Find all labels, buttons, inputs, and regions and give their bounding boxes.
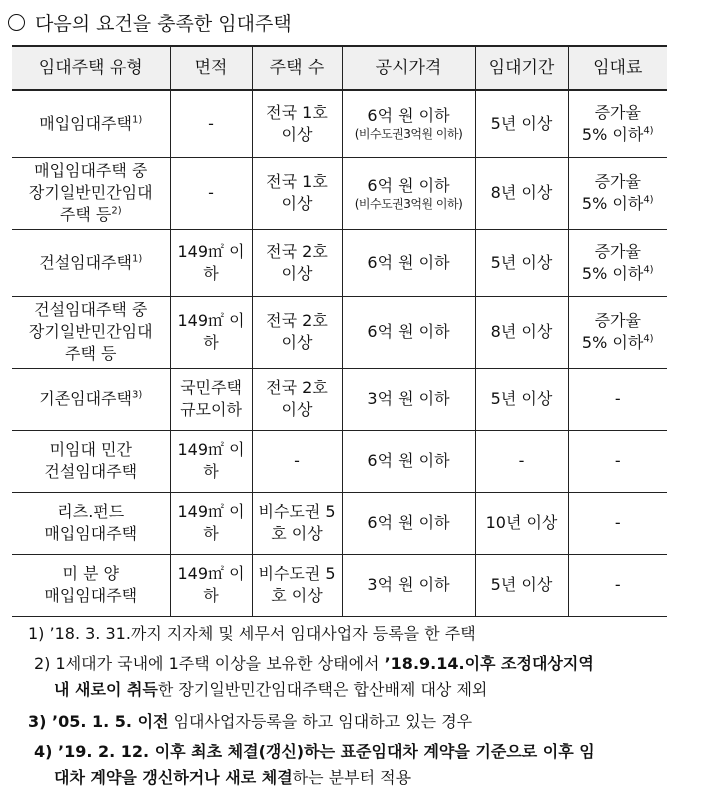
cell-price	[342, 157, 475, 229]
cell-type-line: 장기일반민간임대	[28, 322, 153, 341]
cell-rent-line: 5% 이하	[581, 194, 644, 213]
cell-type-line: 주택 등	[65, 344, 117, 363]
header-period: 임대기간	[475, 46, 568, 90]
table-row	[12, 368, 667, 430]
cell-area	[170, 554, 252, 616]
cell-area-line: 하	[203, 586, 219, 605]
cell-type-line: 매입임대주택	[44, 586, 138, 605]
footnote-bold-text: ’18.9.14.이후 조정대상지역	[384, 654, 594, 673]
cell-area-line: 149㎡ 이	[177, 564, 245, 583]
footnote-bold-text: 3) ’05. 1. 5. 이전	[28, 712, 169, 731]
cell-rent	[568, 492, 667, 554]
cell-period	[475, 296, 568, 368]
bullet-circle-icon	[8, 14, 25, 31]
section-heading	[8, 8, 292, 36]
cell-count	[252, 90, 342, 157]
footnote-text: 한 장기일반민간임대주택은 합산배제 대상 제외	[157, 680, 488, 699]
cell-type-line: 건설임대주택	[44, 462, 138, 481]
footnote-line	[28, 622, 476, 646]
footnote-line	[54, 678, 487, 702]
table-row	[12, 157, 667, 229]
cell-period	[475, 90, 568, 157]
cell-type	[12, 492, 170, 554]
table-header-row	[12, 46, 667, 90]
price-subnote: (비수도권3억원 이하)	[354, 127, 463, 142]
footnote-marker: 4)	[643, 333, 654, 345]
cell-rent	[568, 368, 667, 430]
cell-area-line: 하	[203, 263, 219, 283]
footnote-marker: 1)	[131, 253, 143, 265]
header-count: 주택 수	[252, 46, 342, 90]
price-text: 3억 원 이하	[367, 389, 450, 408]
price-text: 6억 원 이하	[367, 106, 450, 126]
cell-type-line: 매입임대주택 중	[34, 161, 148, 180]
cell-period-line: 5년 이상	[490, 113, 553, 133]
cell-rent	[568, 430, 667, 492]
cell-count-line: 이상	[281, 263, 313, 283]
cell-count	[252, 157, 342, 229]
heading-text: 다음의 요건을 충족한 임대주택	[35, 12, 292, 35]
price-text: 6억 원 이하	[367, 322, 450, 341]
table-row	[12, 229, 667, 296]
cell-price	[342, 430, 475, 492]
cell-count	[252, 554, 342, 616]
cell-area-line: 149㎡ 이	[177, 440, 245, 459]
cell-rent-line: 증가율	[594, 311, 641, 330]
cell-count-line: -	[294, 451, 300, 470]
header-area: 면적	[170, 46, 252, 90]
cell-period-line: 5년 이상	[490, 575, 553, 594]
footnote-text: 임대사업자등록을 하고 임대하고 있는 경우	[168, 712, 473, 731]
cell-count-line: 이상	[281, 194, 313, 213]
cell-type-line: 매입임대주택	[44, 524, 138, 543]
cell-rent-line: 증가율	[594, 102, 641, 122]
table-row	[12, 90, 667, 157]
cell-area-line: 하	[203, 462, 219, 481]
cell-period	[475, 157, 568, 229]
cell-type	[12, 430, 170, 492]
cell-area-line: -	[208, 113, 214, 133]
cell-type-line: 리츠.펀드	[57, 502, 125, 521]
cell-type	[12, 296, 170, 368]
cell-price	[342, 368, 475, 430]
cell-rent-line: -	[614, 451, 621, 470]
rental-housing-table	[12, 45, 667, 617]
cell-rent	[568, 90, 667, 157]
cell-area-line: 하	[203, 333, 219, 352]
cell-area-line: 149㎡ 이	[177, 241, 245, 261]
cell-count	[252, 368, 342, 430]
header-rent: 임대료	[568, 46, 667, 90]
cell-area	[170, 430, 252, 492]
cell-count	[252, 492, 342, 554]
cell-rent	[568, 554, 667, 616]
footnote-bold-text: 4) ’19. 2. 12. 이후 최초 체결(갱신)하는 표준임대차 계약을 기준으로 이후 임	[34, 742, 595, 761]
cell-rent-line: 5% 이하	[581, 333, 644, 352]
footnote-line	[34, 740, 595, 764]
cell-price	[342, 90, 475, 157]
cell-rent	[568, 296, 667, 368]
cell-rent-line: 증가율	[594, 172, 641, 191]
cell-area-line: 149㎡ 이	[177, 311, 245, 330]
cell-period-line: 8년 이상	[490, 322, 553, 341]
cell-type-line: 미임대 민간	[49, 440, 132, 459]
cell-type-line: 건설임대주택	[39, 252, 132, 272]
table-row	[12, 430, 667, 492]
cell-area	[170, 229, 252, 296]
cell-type-line: 기존임대주택	[39, 389, 132, 408]
cell-type-line: 매입임대주택	[39, 113, 132, 133]
cell-type-line: 장기일반민간임대	[28, 183, 153, 202]
cell-count-line: 전국 2호	[266, 241, 328, 261]
footnote-text: 1) ’18. 3. 31.까지 지자체 및 세무서 임대사업자 등록을 한 주택	[28, 624, 476, 643]
footnote-marker: 4)	[643, 194, 654, 206]
footnote-line	[54, 766, 411, 790]
table-row	[12, 554, 667, 616]
cell-period-line: 8년 이상	[490, 183, 553, 202]
cell-rent-line: -	[614, 513, 621, 532]
cell-count-line: 비수도권 5	[258, 564, 336, 583]
footnote-text: 2) 1세대가 국내에 1주택 이상을 보유한 상태에서	[34, 654, 385, 673]
cell-type-line: 주택 등	[59, 205, 112, 224]
price-text: 6억 원 이하	[367, 451, 450, 470]
cell-period	[475, 430, 568, 492]
cell-period	[475, 492, 568, 554]
cell-period	[475, 368, 568, 430]
cell-count	[252, 296, 342, 368]
cell-count-line: 호 이상	[271, 524, 323, 543]
footnote-marker: 4)	[643, 264, 654, 276]
cell-type	[12, 229, 170, 296]
footnote-bold-text: 대차 계약을 갱신하거나 새로 체결	[54, 768, 293, 787]
price-text: 6억 원 이하	[367, 252, 450, 272]
table-row	[12, 492, 667, 554]
cell-area-line: 하	[203, 524, 219, 543]
price-subnote: (비수도권3억원 이하)	[354, 196, 463, 211]
cell-area	[170, 492, 252, 554]
cell-period-line: 10년 이상	[485, 513, 558, 532]
cell-area	[170, 296, 252, 368]
cell-count-line: 전국 1호	[266, 102, 328, 122]
cell-type	[12, 368, 170, 430]
cell-area	[170, 90, 252, 157]
cell-count	[252, 430, 342, 492]
price-text: 3억 원 이하	[367, 575, 450, 594]
cell-type-line: 미 분 양	[62, 564, 120, 583]
footnote-marker: 1)	[131, 114, 143, 126]
cell-area-line: -	[208, 183, 214, 202]
cell-type	[12, 554, 170, 616]
footnote-marker: 3)	[131, 389, 143, 401]
cell-area-line: 국민주택	[180, 378, 242, 397]
footnote-line	[34, 652, 594, 676]
header-type: 임대주택 유형	[12, 46, 170, 90]
cell-area-line: 149㎡ 이	[177, 502, 245, 521]
cell-type	[12, 90, 170, 157]
footnote-text: 하는 분부터 적용	[292, 768, 412, 787]
cell-area	[170, 157, 252, 229]
cell-rent-line: 5% 이하	[581, 263, 644, 283]
cell-area	[170, 368, 252, 430]
cell-count-line: 비수도권 5	[258, 502, 336, 521]
cell-type	[12, 157, 170, 229]
table-row	[12, 296, 667, 368]
cell-price	[342, 296, 475, 368]
cell-price	[342, 554, 475, 616]
price-text: 6억 원 이하	[367, 175, 450, 195]
cell-count-line: 이상	[281, 333, 313, 352]
cell-count	[252, 229, 342, 296]
cell-period-line: 5년 이상	[490, 389, 553, 408]
header-price: 공시가격	[342, 46, 475, 90]
footnote-bold-text: 내 새로이 취득	[54, 680, 158, 699]
cell-rent-line: -	[614, 389, 621, 408]
cell-rent	[568, 157, 667, 229]
cell-count-line: 이상	[281, 124, 313, 144]
cell-period	[475, 554, 568, 616]
cell-area-line: 규모이하	[180, 400, 242, 419]
footnote-marker: 2)	[111, 205, 122, 217]
cell-price	[342, 492, 475, 554]
cell-price	[342, 229, 475, 296]
cell-period-line: -	[518, 451, 525, 470]
cell-count-line: 전국 1호	[266, 172, 328, 191]
cell-count-line: 호 이상	[271, 586, 323, 605]
cell-count-line: 전국 2호	[266, 311, 328, 330]
cell-period	[475, 229, 568, 296]
cell-period-line: 5년 이상	[490, 252, 553, 272]
cell-type-line: 건설임대주택 중	[34, 300, 148, 319]
cell-count-line: 이상	[281, 400, 313, 419]
cell-count-line: 전국 2호	[266, 378, 328, 397]
cell-rent-line: 5% 이하	[581, 124, 644, 144]
cell-rent	[568, 229, 667, 296]
cell-rent-line: -	[614, 575, 621, 594]
price-text: 6억 원 이하	[367, 513, 450, 532]
footnote-line	[28, 710, 472, 734]
footnote-marker: 4)	[643, 125, 654, 137]
cell-rent-line: 증가율	[594, 241, 641, 261]
